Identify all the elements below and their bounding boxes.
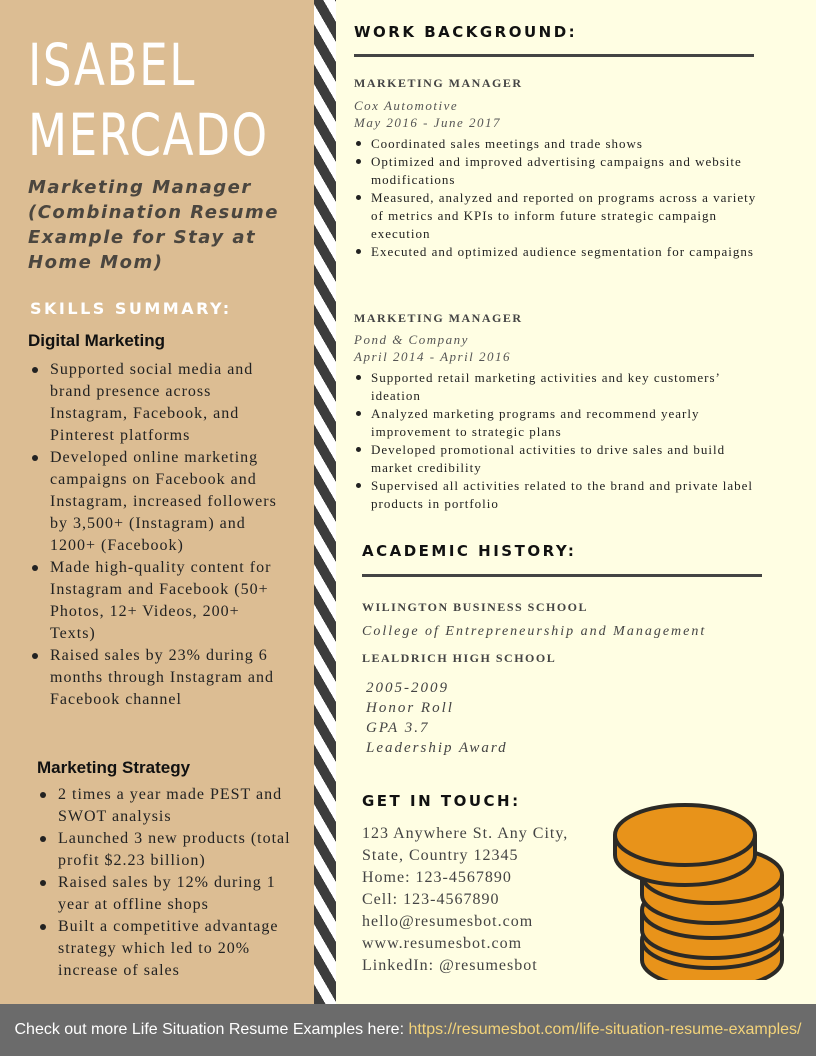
list-item: Made high-quality content for Instagram and Facebook (50+ Photos, 12+ Videos, 200+ Texts) [28, 557, 288, 645]
website[interactable]: www.resumesbot.com [362, 935, 523, 952]
list-item: Built a competitive advantage strategy which led to 20% increase of sales [36, 916, 294, 982]
striped-divider [314, 0, 336, 1004]
skill-list [28, 359, 288, 711]
candidate-name [28, 30, 269, 170]
first-name: ISABEL [28, 31, 197, 99]
cell-phone: Cell: 123-4567890 [362, 891, 500, 908]
skills-heading: SKILLS SUMMARY: [30, 299, 232, 318]
company: Pond & Company [354, 332, 469, 347]
gpa: GPA 3.7 [366, 720, 430, 736]
list-item: Developed promotional activities to drive sales and build market credibility [354, 441, 764, 477]
email[interactable]: hello@resumesbot.com [362, 913, 534, 930]
footer-link[interactable]: https://resumesbot.com/life-situation-resume-examples/ [408, 1021, 802, 1038]
skill-list [36, 784, 294, 982]
list-item: Supported social media and brand presence across Instagram, Facebook, and Pinterest platforms [28, 359, 288, 447]
school-name: WILINGTON BUSINESS SCHOOL [362, 600, 589, 614]
school-details [366, 678, 508, 758]
work-heading: WORK BACKGROUND: [354, 23, 578, 41]
job-title: MARKETING MANAGER [354, 311, 523, 325]
list-item: Developed online marketing campaigns on Facebook and Instagram, increased followers by 3,500+ (Instagram) and 1200+ (Facebook) [28, 447, 288, 557]
contact-info [362, 823, 568, 977]
list-item: Supervised all activities related to the brand and private label products in portfolio [354, 477, 764, 513]
job-entry [354, 76, 764, 261]
job-duties [354, 369, 764, 513]
company: Cox Automotive [354, 98, 459, 113]
footer-banner [0, 1004, 816, 1056]
list-item: Coordinated sales meetings and trade shows [354, 135, 764, 153]
list-item: 2 times a year made PEST and SWOT analysis [36, 784, 294, 828]
school-name: LEALDRICH HIGH SCHOOL [362, 651, 557, 665]
honor: Honor Roll [366, 700, 454, 716]
linkedin[interactable]: LinkedIn: @resumesbot [362, 957, 538, 974]
address-line: 123 Anywhere St. Any City, [362, 825, 569, 842]
job-dates: April 2014 - April 2016 [354, 349, 512, 364]
list-item: Launched 3 new products (total profit $2.23 billion) [36, 828, 294, 872]
job-entry [354, 311, 764, 513]
address-line: State, Country 12345 [362, 847, 519, 864]
job-dates: May 2016 - June 2017 [354, 115, 501, 130]
skill-category-title: Marketing Strategy [37, 758, 191, 777]
home-phone: Home: 123-4567890 [362, 869, 512, 886]
list-item: Executed and optimized audience segmentation for campaigns [354, 243, 764, 261]
list-item: Optimized and improved advertising campaigns and website modifications [354, 153, 764, 189]
resume-subtitle: Marketing Manager (Combination Resume Example for Stay at Home Mom) [28, 177, 279, 273]
school-detail: College of Entrepreneurship and Management [362, 624, 707, 639]
years: 2005-2009 [366, 680, 449, 696]
list-item: Raised sales by 23% during 6 months through Instagram and Facebook channel [28, 645, 288, 711]
list-item: Analyzed marketing programs and recommend yearly improvement to strategic plans [354, 405, 764, 441]
skill-category-title: Digital Marketing [28, 331, 165, 350]
last-name: MERCADO [28, 101, 269, 169]
footer-text: Check out more Life Situation Resume Examples here: [14, 1021, 409, 1038]
coins-stack-icon [610, 790, 790, 980]
list-item: Raised sales by 12% during 1 year at offline shops [36, 872, 294, 916]
list-item: Supported retail marketing activities and key customers’ ideation [354, 369, 764, 405]
list-item: Measured, analyzed and reported on programs across a variety of metrics and KPIs to inform future strategic campaign execution [354, 189, 764, 243]
job-duties [354, 135, 764, 261]
divider [362, 574, 762, 577]
academic-heading: ACADEMIC HISTORY: [362, 542, 577, 560]
award: Leadership Award [366, 740, 508, 756]
contact-heading: GET IN TOUCH: [362, 792, 521, 810]
job-title: MARKETING MANAGER [354, 76, 523, 90]
divider [354, 54, 754, 57]
